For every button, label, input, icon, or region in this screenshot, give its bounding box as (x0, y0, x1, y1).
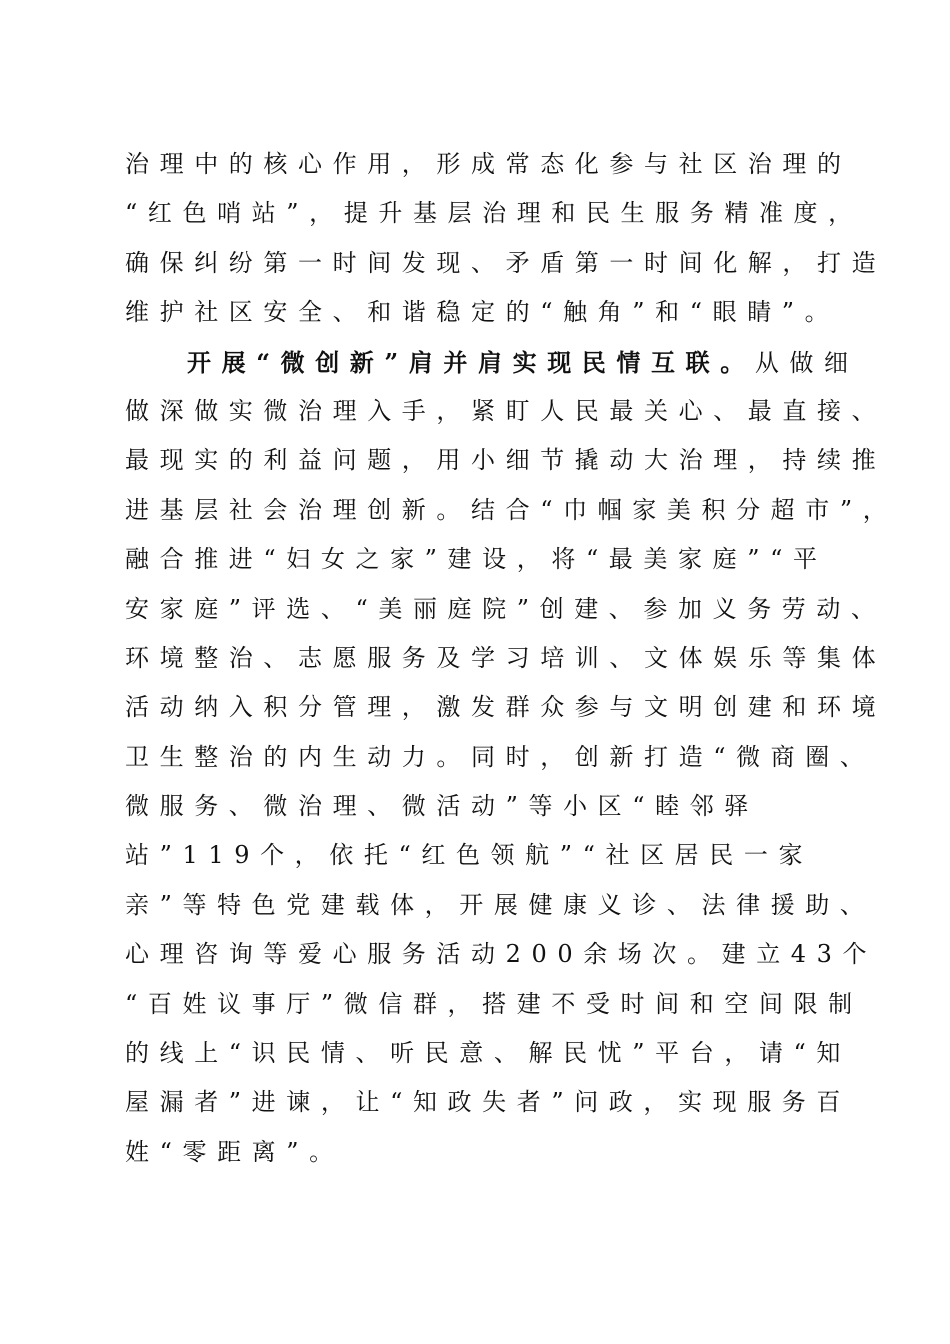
text-line: 心理咨询等爱心服务活动200余场次。建立43个 (125, 940, 878, 969)
text-line: 亲”等特色党建载体，开展健康义诊、法律援助、 (125, 890, 875, 919)
text-line: 融合推进“妇女之家”建设，将“最美家庭”“平 (125, 545, 828, 574)
text-line: 确保纠纷第一时间发现、矛盾第一时间化解，打造 (125, 248, 887, 277)
text-line: 维护社区安全、和谐稳定的“触角”和“眼睛”。 (125, 298, 840, 327)
text-line: 站”119个，依托“红色领航”“社区居民一家 (125, 841, 814, 870)
paragraph-first-line-text: 从做细 (754, 348, 859, 377)
text-line: 环境整治、志愿服务及学习培训、文体娱乐等集体 (125, 643, 887, 672)
body-text (125, 140, 898, 1177)
text-line: 的线上“识民情、听民意、解民忧”平台，请“知 (125, 1039, 852, 1068)
text-line: 姓“零距离”。 (125, 1137, 344, 1166)
text-line: 微服务、微治理、微活动”等小区“睦邻驿 (125, 792, 759, 821)
paragraph-first-line (125, 338, 859, 387)
text-line: “红色哨站”，提升基层治理和民生服务精准度， (125, 199, 863, 228)
text-line: 进基层社会治理创新。结合“巾帼家美积分超市”， (125, 495, 898, 524)
text-line: “百姓议事厅”微信群，搭建不受时间和空间限制 (125, 989, 863, 1018)
paragraph-heading: 开展“微创新”肩并肩实现民情互联。 (187, 347, 755, 377)
text-line: 活动纳入积分管理，激发群众参与文明创建和环境 (125, 693, 887, 722)
text-line: 卫生整治的内生动力。同时，创新打造“微商圈、 (125, 742, 875, 771)
text-line: 屋漏者”进谏，让“知政失者”问政，实现服务百 (125, 1088, 852, 1117)
text-line: 安家庭”评选、“美丽庭院”创建、参加义务劳动、 (125, 594, 886, 623)
text-line: 做深做实微治理入手，紧盯人民最关心、最直接、 (125, 396, 887, 425)
text-line: 最现实的利益问题，用小细节撬动大治理，持续推 (125, 446, 887, 475)
text-line: 治理中的核心作用，形成常态化参与社区治理的 (125, 150, 852, 178)
